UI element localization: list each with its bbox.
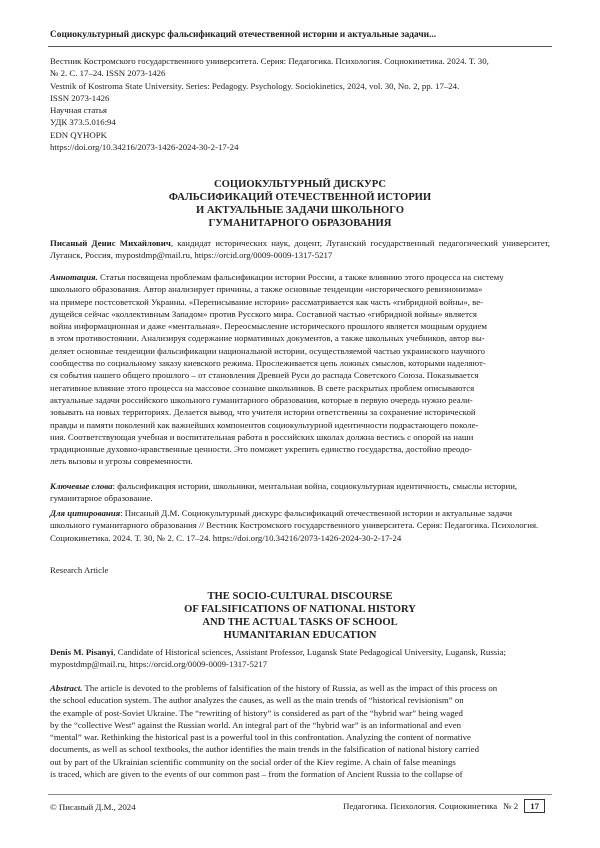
meta-line: Научная статья bbox=[50, 105, 107, 116]
keywords-label: Ключевые слова bbox=[50, 481, 113, 491]
author-details: , Candidate of Historical sciences, Assistant Professor, Lugansk State Pedagogical University, Lugansk, Russia; mypostdmp@mail.ru, https://orcid.org/0009-0009-1317-5217 bbox=[50, 647, 506, 670]
abstract-line: out by part of the Ukrainian scientific community on the social order of the Kiev regime. A chain of false meanings bbox=[50, 756, 456, 767]
header-divider bbox=[48, 46, 552, 47]
author-details: , кандидат исторических наук, доцент, Луганский государственный педагогический университет, Луганск, Россия, mypostdmp@mail.ru, https://orcid.org/0009-0009-1317-5217 bbox=[50, 238, 550, 261]
title-line: AND THE ACTUAL TASKS OF SCHOOL bbox=[202, 617, 398, 628]
author-info-ru bbox=[50, 237, 550, 262]
abstract-line: by the “collective West” against the Russian world. An integral part of the “hybrid war” is an informational and even bbox=[50, 719, 461, 730]
abstract-line: негативное влияние этого процесса на массовое сознание школьников. В свете раскрытых проблем описываются bbox=[50, 382, 475, 393]
footer-journal-name: Педагогика. Психология. Социокинетика bbox=[343, 801, 498, 811]
abstract-label: Abstract. bbox=[50, 683, 83, 693]
abstract-line: “mental” war. Rethinking the historical past is a powerful tool in this confrontation. Analyzing the content of normative bbox=[50, 732, 471, 743]
article-title-ru bbox=[60, 178, 540, 230]
title-line: OF FALSIFICATIONS OF NATIONAL HISTORY bbox=[184, 604, 416, 615]
footer-journal bbox=[343, 799, 545, 813]
running-head: Социокультурный дискурс фальсификаций отечественной истории и актуальные задачи... bbox=[50, 30, 437, 40]
abstract-line: дущейся сейчас «коллективным Западом» против Русского мира. Составной частью «гибридной войны» является bbox=[50, 308, 477, 319]
title-line: ГУМАНИТАРНОГО ОБРАЗОВАНИЯ bbox=[208, 218, 392, 229]
author-name: Denis M. Pisanyi bbox=[50, 647, 114, 657]
meta-line: Vestnik of Kostroma State University. Series: Pedagogy. Psychology. Sociokinetics, 2024, vol. 30, No. 2, pp. 17–24. bbox=[50, 80, 460, 91]
footer-copyright: © Писаный Д.М., 2024 bbox=[50, 802, 136, 812]
keywords-ru bbox=[50, 480, 550, 505]
abstract-line: традиционные духовно-нравственные ценности. Это поможет укрепить единство государства, достойно преодо- bbox=[50, 444, 472, 455]
abstract-ru bbox=[50, 271, 550, 468]
abstract-line: ся события нашего общего прошлого – от становления Древней Руси до распада Советского Союза. Показывается bbox=[50, 370, 479, 381]
article-type-en: Research Article bbox=[50, 565, 109, 575]
meta-line: Вестник Костромского государственного университета. Серия: Педагогика. Психология. Социокинетика. 2024. Т. 30, bbox=[50, 56, 489, 66]
abstract-line: зовывать на новых территориях. Делается вывод, что учителя истории ответственны за сохранение исторической bbox=[50, 407, 476, 418]
keywords-text: : фальсификация истории, школьники, ментальная война, социокультурная идентичность, смыслы истории, гуманитарное образование. bbox=[50, 481, 518, 504]
abstract-line: is traced, which are given to the events of our common past – from the formation of Ancient Russia to the collapse of bbox=[50, 769, 463, 780]
article-title-en bbox=[60, 590, 540, 642]
abstract-line: Аннотация. Статья посвящена проблемам фальсификации истории России, а также влиянию этого процесса на систему bbox=[50, 272, 504, 282]
citation-ru bbox=[50, 507, 550, 544]
abstract-line: ния. Соответствующая учебная и воспитательная работа в российских школах должна вестись с опорой на наши bbox=[50, 431, 474, 442]
abstract-line: в этом противостоянии. Анализируя содержание нормативных документов, а также школьных учебников, автор вы- bbox=[50, 333, 485, 344]
abstract-line: актуальные задачи российского школьного гуманитарного образования, которые в первую очередь нужно реали- bbox=[50, 394, 473, 405]
abstract-line: школьного образования. Автор анализирует причины, а также основные тенденции «исторического ревизионизма» bbox=[50, 284, 483, 295]
author-info-en bbox=[50, 646, 550, 671]
abstract-en bbox=[50, 682, 550, 780]
citation-label: Для цитирования bbox=[50, 508, 121, 518]
meta-line: УДК 373.5.016:94 bbox=[50, 117, 116, 128]
footer-divider bbox=[48, 794, 552, 795]
title-line: HUMANITARIAN EDUCATION bbox=[223, 630, 377, 641]
title-line: ФАЛЬСИФИКАЦИЙ ОТЕЧЕСТВЕННОЙ ИСТОРИИ bbox=[168, 192, 432, 203]
abstract-line: the school education system. The author analyzes the causes, as well as the main trends of “historical revisionism” on bbox=[50, 695, 464, 706]
citation-text: : Писаный Д.М. Социокультурный дискурс фальсификаций отечественной истории и актуальные задачи школьного гуманитарного образования // Вестник Костромского государственного университета. Серия: Педагогика. Психология. Социокинетика. 2024. Т. 30, № 2. С. 17–24. https://doi.org/10.34216/2073-1426-2024-30-2-17-24 bbox=[50, 508, 539, 543]
article-metadata bbox=[50, 55, 550, 153]
abstract-line: правды и памяти поколений как важнейших компонентов социокультурной идентичности подрастающего поколе- bbox=[50, 419, 479, 430]
meta-line: ISSN 2073-1426 bbox=[50, 92, 110, 103]
doi-link[interactable]: https://doi.org/10.34216/2073-1426-2024-30-2-17-24 bbox=[50, 142, 239, 153]
abstract-line: война информационная и даже «ментальная». Переосмысление исторического прошлого является мощным орудием bbox=[50, 321, 487, 332]
abstract-line: Abstract. The article is devoted to the problems of falsification of the history of Russia, as well as the impact of this process on bbox=[50, 683, 498, 693]
abstract-line: леть вызовы и угрозы современности. bbox=[50, 456, 193, 467]
abstract-line: на примере постсоветской Украины. «Переписывание истории» рассматривается как часть «гибридной войны», ве- bbox=[50, 296, 484, 307]
abstract-label: Аннотация. bbox=[50, 272, 98, 282]
abstract-line: the example of post-Soviet Ukraine. The “rewriting of history” is considered as part of the “hybrid war” being waged bbox=[50, 707, 463, 718]
abstract-line: сообщества по социальному заказу киевского режима. Прослеживается цепь ложных смыслов, которыми наделяют- bbox=[50, 358, 486, 369]
abstract-line: documents, as well as school textbooks, the author identifies the main trends in the falsification of national history carried bbox=[50, 744, 479, 755]
title-line: И АКТУАЛЬНЫЕ ЗАДАЧИ ШКОЛЬНОГО bbox=[195, 205, 405, 216]
author-name: Писаный Денис Михайлович bbox=[50, 238, 171, 248]
footer-issue: № 2 bbox=[503, 801, 519, 811]
title-line: THE SOCIO-CULTURAL DISCOURSE bbox=[207, 591, 393, 602]
title-line: СОЦИОКУЛЬТУРНЫЙ ДИСКУРС bbox=[213, 179, 387, 190]
meta-line: № 2. С. 17–24. ISSN 2073-1426 bbox=[50, 68, 166, 79]
abstract-line: деляет основные тенденции фальсификации национальной истории, осуществляемой частью украинского научного bbox=[50, 345, 486, 356]
page-number: 17 bbox=[524, 799, 545, 813]
meta-line: EDN QYHOPK bbox=[50, 129, 107, 140]
